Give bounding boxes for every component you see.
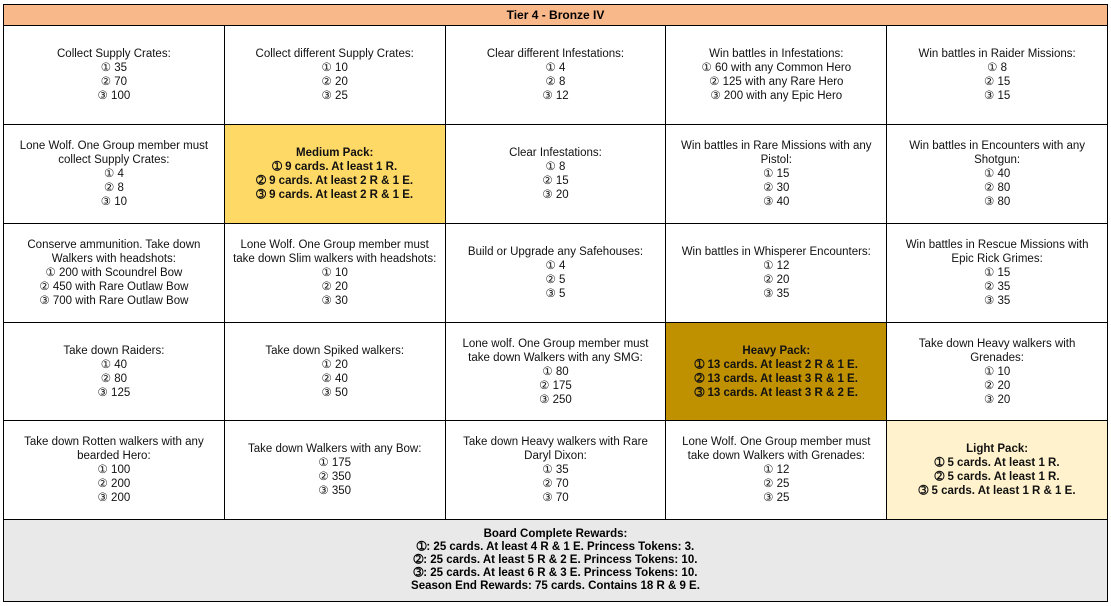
task-target-line: ③ 10: [100, 195, 128, 208]
task-description: Lone Wolf. One Group member must: [240, 238, 429, 251]
task-description: Clear Infestations:: [509, 146, 602, 159]
task-target-line: ③ 25: [763, 492, 790, 505]
task-target-line: take down Walkers with any SMG:: [468, 351, 643, 364]
task-target-line: ② 8: [103, 181, 124, 194]
task-target-line: ③ 70: [542, 492, 569, 505]
task-target-line: ② 5: [545, 273, 566, 286]
task-grid: [4, 26, 1108, 520]
pack-title: Light Pack:: [966, 443, 1029, 456]
task-description: Lone Wolf. One Group member must: [682, 436, 871, 449]
task-target-line: ① 4: [545, 62, 566, 75]
task-target-line: ② 25: [763, 478, 790, 491]
task-target-line: ③ 700 with Rare Outlaw Bow: [39, 294, 189, 307]
task-target-line: ① 15: [763, 167, 790, 180]
task-target-line: ② 450 with Rare Outlaw Bow: [39, 280, 189, 293]
task-cell: [4, 421, 225, 520]
task-target-line: take down Walkers with Grenades:: [687, 450, 865, 463]
pack-reward-line: ➁ 13 cards. At least 3 R & 1 E.: [694, 372, 858, 385]
task-cell: [666, 421, 887, 520]
task-cell: [445, 124, 666, 223]
reward-line: ➁: 25 cards. At least 5 R & 2 E. Princess Tokens: 10.: [413, 554, 698, 567]
task-target-line: ① 10: [321, 62, 348, 75]
task-target-line: ③ 12: [542, 90, 569, 103]
task-target-line: ① 8: [987, 62, 1008, 75]
task-target-line: ③ 35: [763, 287, 790, 300]
task-cell: [445, 223, 666, 322]
task-description: Win battles in Rare Missions with any: [681, 139, 872, 152]
task-target-line: ② 200: [97, 478, 131, 491]
task-cell: [887, 223, 1108, 322]
task-target-line: ② 20: [983, 379, 1011, 392]
task-cell: [887, 322, 1108, 421]
task-description: Clear different Infestations:: [486, 48, 625, 61]
task-target-line: ③ 5: [545, 287, 566, 300]
task-target-line: Shotgun:: [974, 153, 1021, 166]
task-description: Win battles in Infestations:: [709, 48, 844, 61]
task-target-line: ② 15: [983, 76, 1011, 89]
task-target-line: ① 12: [763, 464, 790, 477]
task-target-line: ② 20: [321, 76, 348, 89]
task-target-line: ③ 350: [318, 485, 352, 498]
task-target-line: ② 80: [983, 181, 1011, 194]
light-pack-cell: [887, 421, 1108, 520]
task-description: Win battles in Encounters with any: [909, 139, 1085, 152]
task-target-line: Walkers with headshots:: [51, 252, 176, 265]
task-target-line: ③ 200: [97, 492, 131, 505]
task-target-line: ① 12: [763, 259, 790, 272]
task-description: Take down Heavy walkers with Rare: [463, 436, 648, 449]
reward-line: Season End Rewards: 75 cards. Contains 18 R & 9 E.: [411, 580, 700, 593]
task-target-line: ② 35: [983, 280, 1011, 293]
task-cell: [4, 223, 225, 322]
task-cell: [224, 322, 445, 421]
task-cell: [887, 26, 1108, 125]
task-description: Lone Wolf. One Group member must: [19, 139, 209, 152]
task-target-line: ③ 20: [983, 393, 1011, 406]
task-target-line: ③ 25: [321, 90, 348, 103]
task-target-line: ③ 250: [539, 393, 572, 406]
task-cell: [887, 124, 1108, 223]
task-target-line: ② 175: [539, 379, 572, 392]
task-target-line: collect Supply Crates:: [58, 153, 170, 166]
task-target-line: ① 40: [983, 167, 1011, 180]
task-target-line: ① 8: [545, 160, 566, 173]
task-target-line: ① 15: [983, 266, 1011, 279]
task-cell: [666, 26, 887, 125]
task-target-line: ② 70: [100, 76, 128, 89]
pack-title: Heavy Pack:: [742, 344, 811, 357]
task-target-line: ① 100: [97, 464, 131, 477]
task-cell: [4, 322, 225, 421]
task-cell: [4, 124, 225, 223]
task-target-line: Grenades:: [970, 351, 1024, 364]
tier-title: Tier 4 - Bronze IV: [4, 5, 1108, 26]
board-rewards-title: Board Complete Rewards:: [483, 528, 628, 541]
task-description: Take down Walkers with any Bow:: [247, 443, 422, 456]
task-cell: [224, 421, 445, 520]
task-target-line: ② 350: [318, 471, 352, 484]
task-target-line: ① 35: [100, 62, 128, 75]
task-description: Build or Upgrade any Safehouses:: [467, 245, 644, 258]
task-target-line: ② 80: [100, 372, 128, 385]
task-cell: [445, 26, 666, 125]
task-cell: [4, 26, 225, 125]
task-target-line: take down Slim walkers with headshots:: [233, 252, 437, 265]
task-description: Collect different Supply Crates:: [255, 48, 414, 61]
task-cell: [666, 223, 887, 322]
pack-reward-line: ➀ 5 cards. At least 1 R.: [934, 457, 1060, 470]
task-description: Lone wolf. One Group member must: [462, 337, 649, 350]
task-target-line: ① 4: [545, 259, 566, 272]
task-target-line: ③ 30: [321, 294, 348, 307]
task-target-line: ① 200 with Scoundrel Bow: [45, 266, 183, 279]
board-row: [4, 223, 1108, 322]
board-row: [4, 322, 1108, 421]
task-target-line: ① 35: [542, 464, 569, 477]
pack-title: Medium Pack:: [296, 146, 374, 159]
task-cell: [445, 322, 666, 421]
task-target-line: Epic Rick Grimes:: [951, 252, 1043, 265]
reward-line: ➂: 25 cards. At least 6 R & 3 E. Princess Tokens: 10.: [413, 567, 698, 580]
task-cell: [666, 124, 887, 223]
board-row: [4, 421, 1108, 520]
task-description: Take down Spiked walkers:: [265, 344, 405, 357]
pack-reward-line: ➀ 13 cards. At least 2 R & 1 E.: [694, 358, 858, 371]
task-target-line: ① 4: [103, 167, 124, 180]
task-description: Win battles in Whisperer Encounters:: [681, 245, 871, 258]
pack-reward-line: ➂ 13 cards. At least 3 R & 2 E.: [694, 386, 858, 399]
pack-reward-line: ➁ 9 cards. At least 2 R & 1 E.: [256, 174, 414, 187]
task-target-line: ③ 200 with any Epic Hero: [710, 90, 843, 103]
tier-board: [3, 4, 1108, 602]
board-rewards: [4, 520, 1108, 602]
task-target-line: ③ 15: [983, 90, 1011, 103]
task-target-line: ② 30: [763, 181, 790, 194]
task-target-line: ② 8: [545, 76, 566, 89]
task-cell: [224, 26, 445, 125]
reward-line: ➀: 25 cards. At least 4 R & 1 E. Princess Tokens: 3.: [416, 541, 695, 554]
task-target-line: ① 10: [321, 266, 348, 279]
task-target-line: ③ 35: [983, 294, 1011, 307]
task-target-line: ③ 125: [97, 386, 131, 399]
task-cell: [445, 421, 666, 520]
task-target-line: ② 70: [542, 478, 569, 491]
task-target-line: ② 20: [763, 273, 790, 286]
pack-reward-line: ➂ 5 cards. At least 1 R & 1 E.: [918, 485, 1076, 498]
board-row: [4, 124, 1108, 223]
task-description: Take down Rotten walkers with any: [24, 436, 204, 449]
task-target-line: ① 20: [321, 358, 348, 371]
heavy-pack-cell: [666, 322, 887, 421]
task-target-line: ① 60 with any Common Hero: [701, 62, 852, 75]
task-target-line: ③ 40: [763, 195, 790, 208]
task-description: Take down Heavy walkers with: [918, 337, 1076, 350]
task-target-line: ② 40: [321, 372, 348, 385]
task-target-line: Pistol:: [760, 153, 792, 166]
task-target-line: ③ 50: [321, 386, 348, 399]
task-target-line: ② 125 with any Rare Hero: [709, 76, 844, 89]
task-target-line: ① 40: [100, 358, 128, 371]
task-description: Win battles in Rescue Missions with: [905, 238, 1089, 251]
task-target-line: ② 20: [321, 280, 348, 293]
task-cell: [224, 223, 445, 322]
task-target-line: ① 10: [983, 365, 1011, 378]
task-target-line: ② 15: [542, 174, 569, 187]
task-target-line: ③ 20: [542, 188, 569, 201]
task-target-line: ③ 100: [97, 90, 131, 103]
medium-pack-cell: [224, 124, 445, 223]
board-row: [4, 26, 1108, 125]
pack-reward-line: ➂ 9 cards. At least 2 R & 1 E.: [256, 188, 414, 201]
task-target-line: ① 175: [318, 457, 352, 470]
task-target-line: Daryl Dixon:: [524, 450, 587, 463]
task-description: Win battles in Raider Missions:: [918, 48, 1076, 61]
task-description: Take down Raiders:: [63, 344, 165, 357]
pack-reward-line: ➁ 5 cards. At least 1 R.: [934, 471, 1060, 484]
task-description: Collect Supply Crates:: [57, 48, 171, 61]
task-description: Conserve ammunition. Take down: [27, 238, 201, 251]
task-target-line: bearded Hero:: [77, 450, 151, 463]
task-target-line: ① 80: [542, 365, 569, 378]
pack-reward-line: ➀ 9 cards. At least 1 R.: [272, 160, 398, 173]
task-target-line: ③ 80: [983, 195, 1011, 208]
